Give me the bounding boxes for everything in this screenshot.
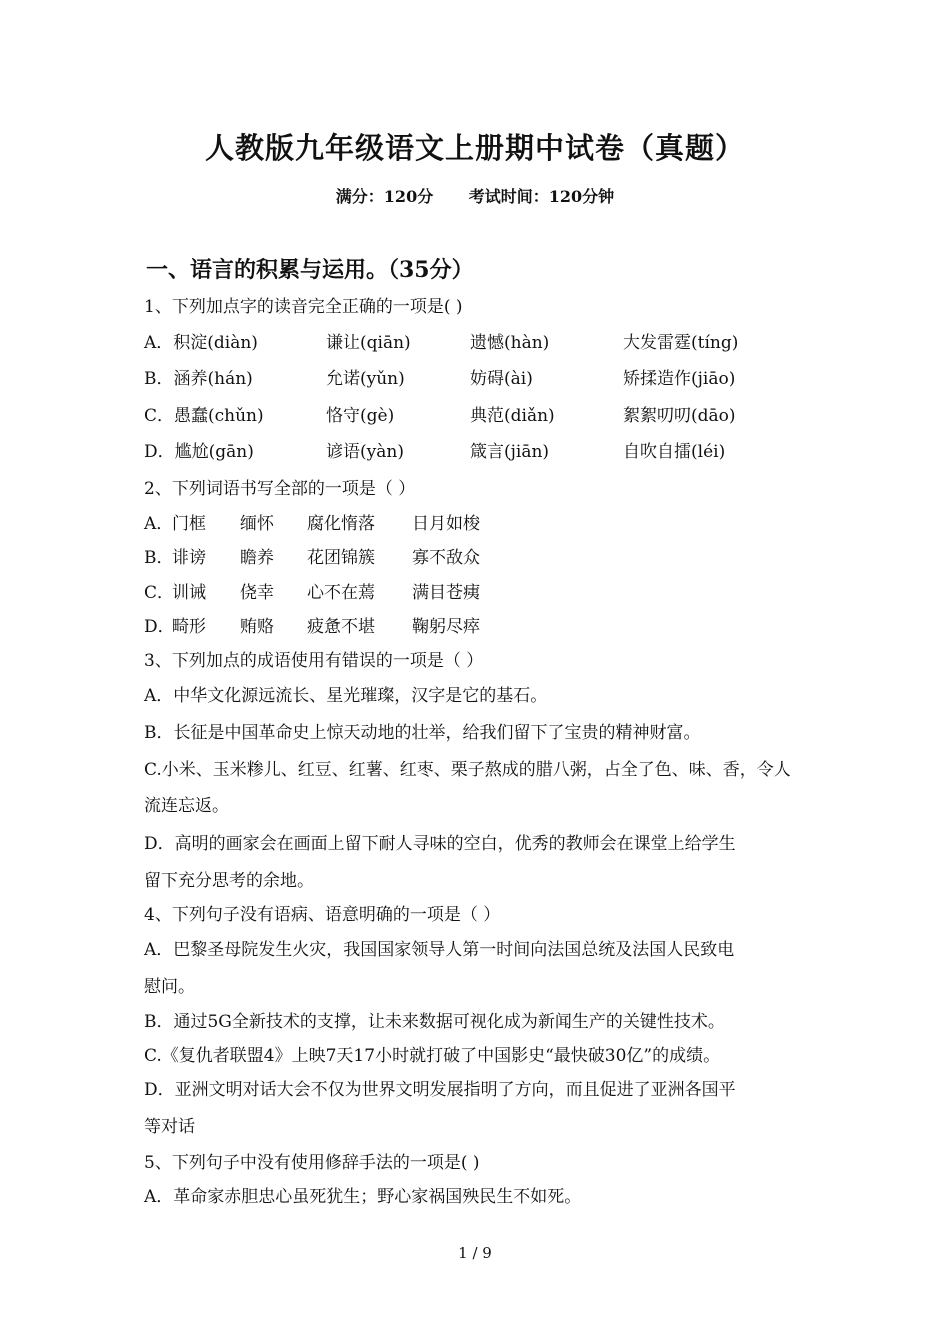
option-item: 遗憾(hàn) bbox=[470, 333, 550, 353]
question-3-option-c-cont: 流连忘返。 bbox=[144, 796, 229, 816]
option-item: 妨碍(ài) bbox=[470, 369, 533, 389]
option-word: 门框 bbox=[172, 514, 206, 534]
question-3-option-c: C.小米、玉米糁儿、红豆、红薯、红枣、栗子熬成的腊八粥，占全了色、味、香，令人 bbox=[144, 760, 791, 780]
option-word: 瞻养 bbox=[240, 548, 274, 568]
question-4-option-c: C.《复仇者联盟4》上映7天17小时就打破了中国影史“最快破30亿”的成绩。 bbox=[144, 1046, 721, 1066]
option-item: 恪守(gè) bbox=[326, 406, 395, 426]
option-word: 心不在蔫 bbox=[307, 583, 375, 603]
option-item: 允诺(yǔn) bbox=[326, 369, 405, 389]
question-3-option-b: B．长征是中国革命史上惊天动地的壮举，给我们留下了宝贵的精神财富。 bbox=[144, 723, 701, 743]
question-4-option-b: B．通过5G全新技术的支撑，让未来数据可视化成为新闻生产的关键性技术。 bbox=[144, 1012, 725, 1032]
option-item: A．积淀(diàn) bbox=[144, 333, 258, 353]
option-item: C．愚蠢(chǔn) bbox=[144, 406, 264, 426]
option-letter: B． bbox=[144, 548, 174, 568]
exam-info bbox=[0, 184, 950, 207]
option-word: 花团锦簇 bbox=[307, 548, 375, 568]
question-4-option-a: A．巴黎圣母院发生火灾，我国国家领导人第一时间向法国总统及法国人民致电 bbox=[144, 940, 735, 960]
exam-time: 考试时间：120分钟 bbox=[468, 187, 615, 206]
option-word: 疲惫不堪 bbox=[307, 617, 375, 637]
question-4-option-d-cont: 等对话 bbox=[144, 1117, 195, 1137]
option-item: 大发雷霆(tíng) bbox=[623, 333, 739, 353]
option-word: 寡不敌众 bbox=[412, 548, 480, 568]
question-4-stem: 4、下列句子没有语病、语意明确的一项是（ ） bbox=[144, 905, 501, 925]
option-word: 诽谤 bbox=[172, 548, 206, 568]
option-item: 典范(diǎn) bbox=[470, 406, 555, 426]
option-word: 日月如梭 bbox=[412, 514, 480, 534]
page-number: 1 / 9 bbox=[458, 1244, 492, 1262]
option-word: 鞠躬尽瘁 bbox=[412, 617, 480, 637]
question-5-option-a: A．革命家赤胆忠心虽死犹生；野心家祸国殃民生不如死。 bbox=[144, 1187, 582, 1207]
option-word: 满目苍痍 bbox=[412, 583, 480, 603]
option-word: 训诫 bbox=[172, 583, 206, 603]
option-item: 谚语(yàn) bbox=[326, 442, 404, 462]
option-item: 谦让(qiān) bbox=[326, 333, 411, 353]
question-3-option-a: A．中华文化源远流长、星光璀璨，汉字是它的基石。 bbox=[144, 686, 548, 706]
option-item: B．涵养(hán) bbox=[144, 369, 253, 389]
option-item: 絮絮叨叨(dāo) bbox=[623, 406, 736, 426]
full-score: 满分：120分 bbox=[335, 187, 434, 206]
question-3-option-d-cont: 留下充分思考的余地。 bbox=[144, 871, 314, 891]
option-word: 畸形 bbox=[172, 617, 206, 637]
option-word: 缅怀 bbox=[240, 514, 274, 534]
question-2-stem: 2、下列词语书写全部的一项是（ ） bbox=[144, 479, 416, 499]
option-word: 侥幸 bbox=[240, 583, 274, 603]
question-3-option-d: D．高明的画家会在画面上留下耐人寻味的空白，优秀的教师会在课堂上给学生 bbox=[144, 834, 736, 854]
option-letter: D． bbox=[144, 617, 175, 637]
question-4-option-a-cont: 慰问。 bbox=[144, 977, 195, 997]
question-3-stem: 3、下列加点的成语使用有错误的一项是（ ） bbox=[144, 651, 484, 671]
option-item: 自吹自擂(léi) bbox=[623, 442, 726, 462]
option-word: 腐化惰落 bbox=[307, 514, 375, 534]
option-item: 箴言(jiān) bbox=[470, 442, 550, 462]
option-letter: A． bbox=[144, 514, 174, 534]
page-title: 人教版九年级语文上册期中试卷（真题） bbox=[204, 131, 745, 165]
option-item: D．尴尬(gān) bbox=[144, 442, 254, 462]
option-word: 贿赂 bbox=[240, 617, 274, 637]
option-item: 矫揉造作(jiāo) bbox=[623, 369, 736, 389]
option-letter: C． bbox=[144, 583, 175, 603]
question-5-stem: 5、下列句子中没有使用修辞手法的一项是( ) bbox=[144, 1153, 480, 1173]
section-heading: 一、语言的积累与运用。（35分） bbox=[146, 257, 474, 283]
question-1-stem: 1、下列加点字的读音完全正确的一项是( ) bbox=[144, 297, 463, 317]
question-4-option-d: D．亚洲文明对话大会不仅为世界文明发展指明了方向，而且促进了亚洲各国平 bbox=[144, 1080, 736, 1100]
